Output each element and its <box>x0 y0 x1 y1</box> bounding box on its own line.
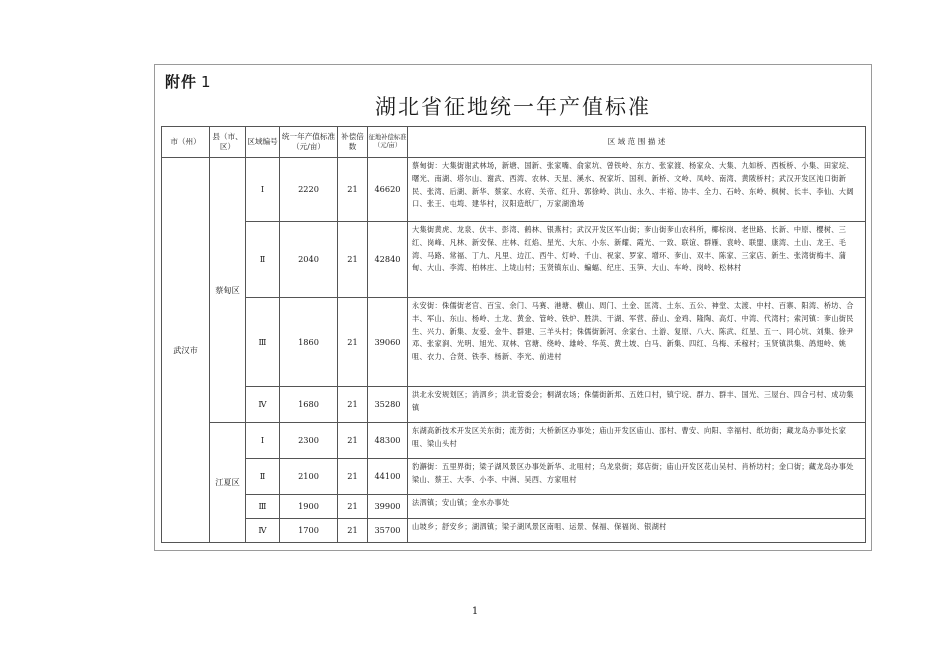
header-description: 区 域 范 围 描 述 <box>408 127 866 158</box>
standard-cell: 2220 <box>280 158 338 222</box>
multiple-cell: 21 <box>338 459 368 495</box>
multiple-cell: 21 <box>338 423 368 459</box>
header-row <box>162 127 866 158</box>
multiple-cell: 21 <box>338 519 368 543</box>
county-cell: 江夏区 <box>210 423 246 543</box>
table-row <box>162 222 866 298</box>
description-cell: 永安街：侏儒街老官、百宝、余门、马赛、港塘、横山、周门、土金、匡湾、土东、五公、神堂、太渡、中村、百寨、阳湾、桥坊、合丰、军山、东山、杨岭、土龙、黄金、管岭、铁炉、胜洪、干湖、军营、薛山、金鸡、隆陶、高灯、中湾、代湾村；索河镇：奓山街民生、兴力、新集、友爱、金牛、群建、三羊头村；侏儒街新河、余家台、土游、复原、八大、陈武、红星、五一、同心坑、刘集、徐尹邓、张家涧、光明、旭光、双林、官塘、绕岭、雄岭、华英、黄土坡、白马、新集、四红、乌梅、禾稼村；玉贤镇洪集、鸽翅岭、姚咀、衣力、合贤、铁李、杨新、李光、前进村 <box>408 298 866 387</box>
county-cell: 蔡甸区 <box>210 158 246 423</box>
zone-cell: Ⅰ <box>246 423 280 459</box>
zone-cell: Ⅳ <box>246 387 280 423</box>
compensation-cell: 48300 <box>368 423 408 459</box>
table-row <box>162 387 866 423</box>
standards-table <box>161 126 866 543</box>
attachment-number: 1 <box>201 73 212 91</box>
header-city: 市（州） <box>162 127 210 158</box>
standard-cell: 1860 <box>280 298 338 387</box>
table-row <box>162 459 866 495</box>
description-cell: 山坡乡；舒安乡；湖泗镇；梁子湖风景区南咀、运景、保福、保福岗、银湖村 <box>408 519 866 543</box>
description-cell: 豹澥街：五里界街；梁子湖风景区办事处新华、北咀村；乌龙泉街；郑店街；庙山开发区花山吴村、肖桥坊村；金口街；藏龙岛办事处梁山、蔡王、大李、小李、中洲、吴西、方家咀村 <box>408 459 866 495</box>
multiple-cell: 21 <box>338 495 368 519</box>
attachment-label <box>165 71 212 92</box>
document-title: 湖北省征地统一年产值标准 <box>375 95 651 119</box>
city-cell: 武汉市 <box>162 158 210 543</box>
description-cell: 东湖高新技术开发区关东街；流芳街；大桥新区办事处；庙山开发区庙山、邵村、曹安、向阳、幸福村、纸坊街；藏龙岛办事处长家咀、梁山头村 <box>408 423 866 459</box>
standard-cell: 2100 <box>280 459 338 495</box>
multiple-cell: 21 <box>338 158 368 222</box>
compensation-cell: 42840 <box>368 222 408 298</box>
standard-cell: 1700 <box>280 519 338 543</box>
table-row <box>162 495 866 519</box>
header-county: 县（市、区） <box>210 127 246 158</box>
zone-cell: Ⅱ <box>246 222 280 298</box>
description-cell: 大集街黄虎、龙泉、伏丰、彭湾、鹤林、银燕村；武汉开发区军山街；奓山街奓山农科所，椰棕岗、老世路、长新、中原、樱树、三红、岗峰、凡林、新安保、庄林、红焰、星光、大东、小东、新耀、霞光、一致、联谊、群雁、袁岭、联盟、康湾、土山、龙王、毛湾、马路、常福、丁九、凡里、边江、西牛、灯岭、千山、祝家、罗家、增环、奓山、双丰、陈家、三家店、新生、张湾街梅丰、蒲甸、大山、李湾、柏林庄、上垅山村；玉贤镇东山、蝙蝠、纪庄、玉笋、大山、车岭、岗岭、松林村 <box>408 222 866 298</box>
table-row <box>162 158 866 222</box>
header-standard: 统一年产值标准（元/亩） <box>280 127 338 158</box>
zone-cell: Ⅳ <box>246 519 280 543</box>
multiple-cell: 21 <box>338 387 368 423</box>
document-sheet <box>154 64 872 551</box>
compensation-cell: 39900 <box>368 495 408 519</box>
standard-cell: 2040 <box>280 222 338 298</box>
description-cell: 蔡甸街：大集街谢武林场，新塘、国新、张家嘴、俞家坑、曾铁岭、东方、张家渡、杨家众、大集、九如桥、西板桥、小集、田家垸、曙光、南湖、塔尔山、谢武、西湾、农林、天星、溪水、祝家圻、国利、新桥、文岭、凤岭、南湾、黄陂桥村；武汉开发区沌口街新民、张湾、后湖、新华、蔡家、水府、关帝、红升、郭徐岭、洪山、永久、丰裕、协丰、全力、石岭、东岭、枫树、长丰、李仙、大阔口、张王、屯塆、建华村，汉阳造纸厂，万家湖渔场 <box>408 158 866 222</box>
description-cell: 洪北永安规划区；消泗乡；洪北管委会；桐湖农场；侏儒街新邦、五姓口村，镇宁垸、群力、群丰、国光、三屋台、四合弓村、成功集镇 <box>408 387 866 423</box>
header-compensation: 征地补偿标准（元/亩） <box>368 127 408 158</box>
standard-cell: 2300 <box>280 423 338 459</box>
table-row <box>162 423 866 459</box>
attachment-label-text: 附件 <box>165 73 198 91</box>
zone-cell: Ⅱ <box>246 459 280 495</box>
header-zone-no: 区域编号 <box>246 127 280 158</box>
table-row <box>162 298 866 387</box>
standard-cell: 1680 <box>280 387 338 423</box>
header-multiple: 补偿倍数 <box>338 127 368 158</box>
compensation-cell: 35700 <box>368 519 408 543</box>
compensation-cell: 35280 <box>368 387 408 423</box>
compensation-cell: 46620 <box>368 158 408 222</box>
page-number: 1 <box>471 606 479 617</box>
zone-cell: Ⅰ <box>246 158 280 222</box>
standard-cell: 1900 <box>280 495 338 519</box>
zone-cell: Ⅲ <box>246 495 280 519</box>
multiple-cell: 21 <box>338 222 368 298</box>
multiple-cell: 21 <box>338 298 368 387</box>
compensation-cell: 39060 <box>368 298 408 387</box>
table-row <box>162 519 866 543</box>
compensation-cell: 44100 <box>368 459 408 495</box>
zone-cell: Ⅲ <box>246 298 280 387</box>
description-cell: 法泗镇；安山镇；金水办事处 <box>408 495 866 519</box>
